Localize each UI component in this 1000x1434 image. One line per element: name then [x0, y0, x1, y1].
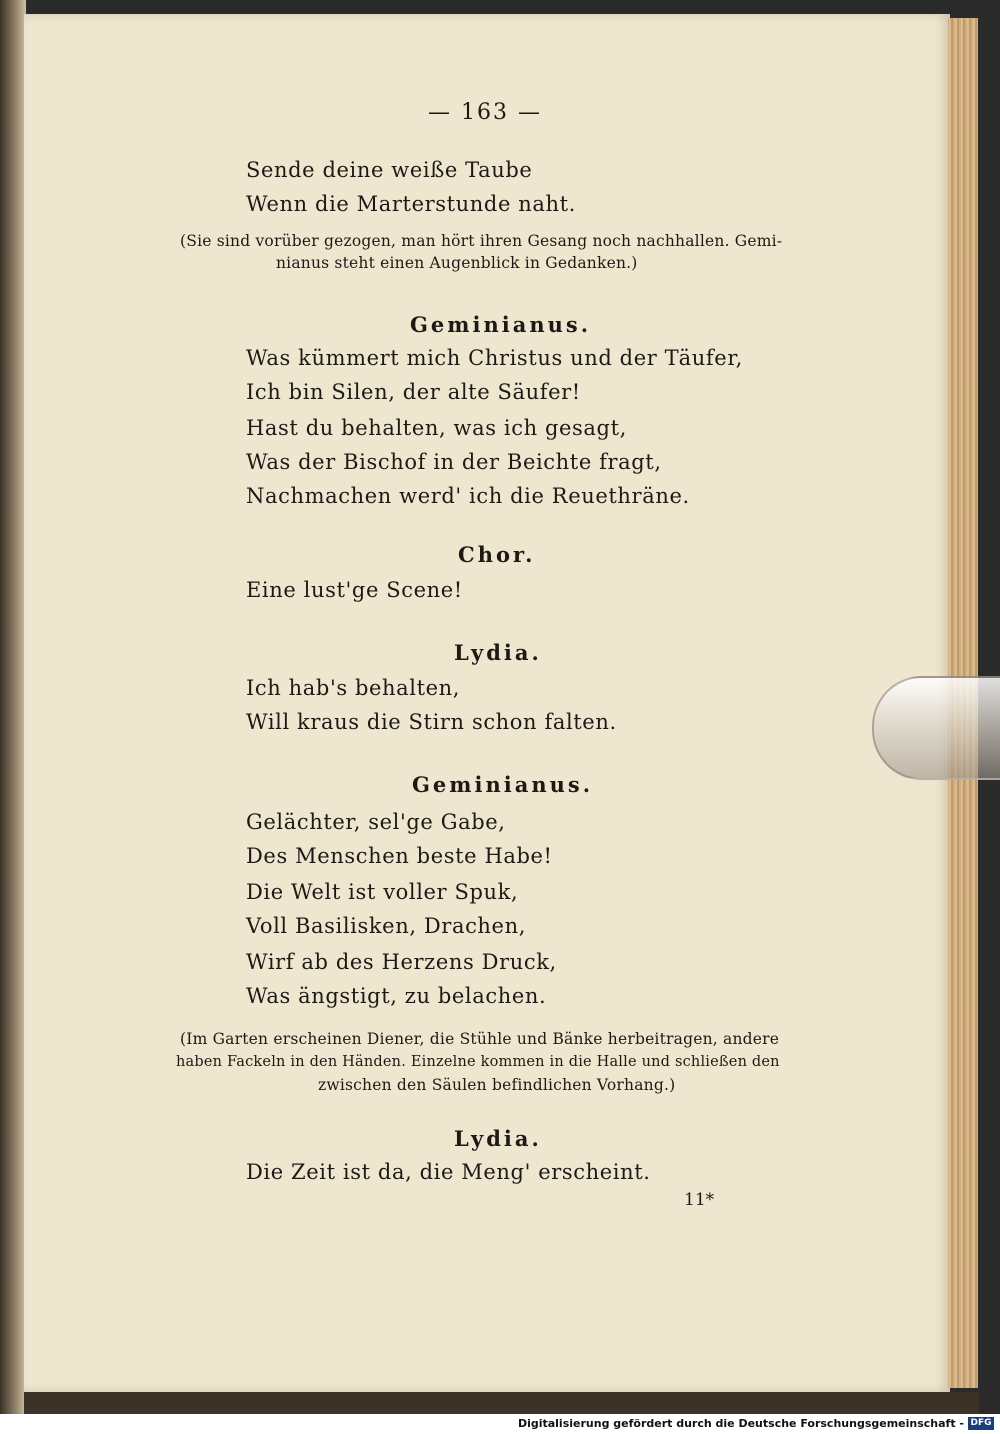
signature-mark: 11* [684, 1190, 715, 1210]
speaker-name: Chor. [458, 542, 536, 567]
verse-line: Die Zeit ist da, die Meng' erscheint. [246, 1160, 651, 1184]
speaker-name: Lydia. [454, 640, 542, 665]
verse-line: Eine lust'ge Scene! [246, 578, 463, 602]
book-page [24, 14, 950, 1392]
stage-direction-line: (Sie sind vorüber gezogen, man hört ihren Gesang noch nachhallen. Gemi- [180, 232, 783, 250]
verse-line: Gelächter, sel'ge Gabe, [246, 810, 506, 834]
verse-line: Hast du behalten, was ich gesagt, [246, 416, 627, 440]
stage-direction-line: nianus steht einen Augenblick in Gedanken.) [276, 254, 638, 272]
verse-line: Ich hab's behalten, [246, 676, 461, 700]
speaker-name: Lydia. [454, 1126, 542, 1151]
verse-line: Ich bin Silen, der alte Säufer! [246, 380, 581, 404]
stage-direction-line: zwischen den Säulen befindlichen Vorhang.) [318, 1076, 676, 1094]
speaker-name: Geminianus. [410, 312, 592, 337]
verse-line: Die Welt ist voller Spuk, [246, 880, 519, 904]
stage-direction-line: haben Fackeln in den Händen. Einzelne kommen in die Halle und schließen den [176, 1054, 780, 1070]
dfg-logo-icon: DFG [968, 1417, 994, 1430]
verse-line: Sende deine weiße Taube [246, 158, 533, 182]
verse-line: Voll Basilisken, Drachen, [246, 914, 526, 938]
verse-line: Was der Bischof in der Beichte fragt, [246, 450, 662, 474]
bottom-shadow [24, 1392, 979, 1414]
page-number: — 163 — [428, 100, 542, 125]
verse-line: Des Menschen beste Habe! [246, 844, 553, 868]
footer-bar [0, 1414, 1000, 1434]
magnifier-overlay [872, 676, 1000, 780]
stage-direction-line: (Im Garten erscheinen Diener, die Stühle und Bänke herbeitragen, andere [180, 1030, 780, 1048]
verse-line: Wirf ab des Herzens Druck, [246, 950, 557, 974]
speaker-name: Geminianus. [412, 772, 594, 797]
verse-line: Nachmachen werd' ich die Reuethräne. [246, 484, 690, 508]
verse-line: Will kraus die Stirn schon falten. [246, 710, 617, 734]
verse-line: Wenn die Marterstunde naht. [246, 192, 576, 216]
footer-credit: Digitalisierung gefördert durch die Deutsche Forschungsgemeinschaft - [517, 1417, 964, 1430]
verse-line: Was kümmert mich Christus und der Täufer, [246, 346, 743, 370]
left-page-edge [0, 0, 26, 1415]
verse-line: Was ängstigt, zu belachen. [246, 984, 547, 1008]
